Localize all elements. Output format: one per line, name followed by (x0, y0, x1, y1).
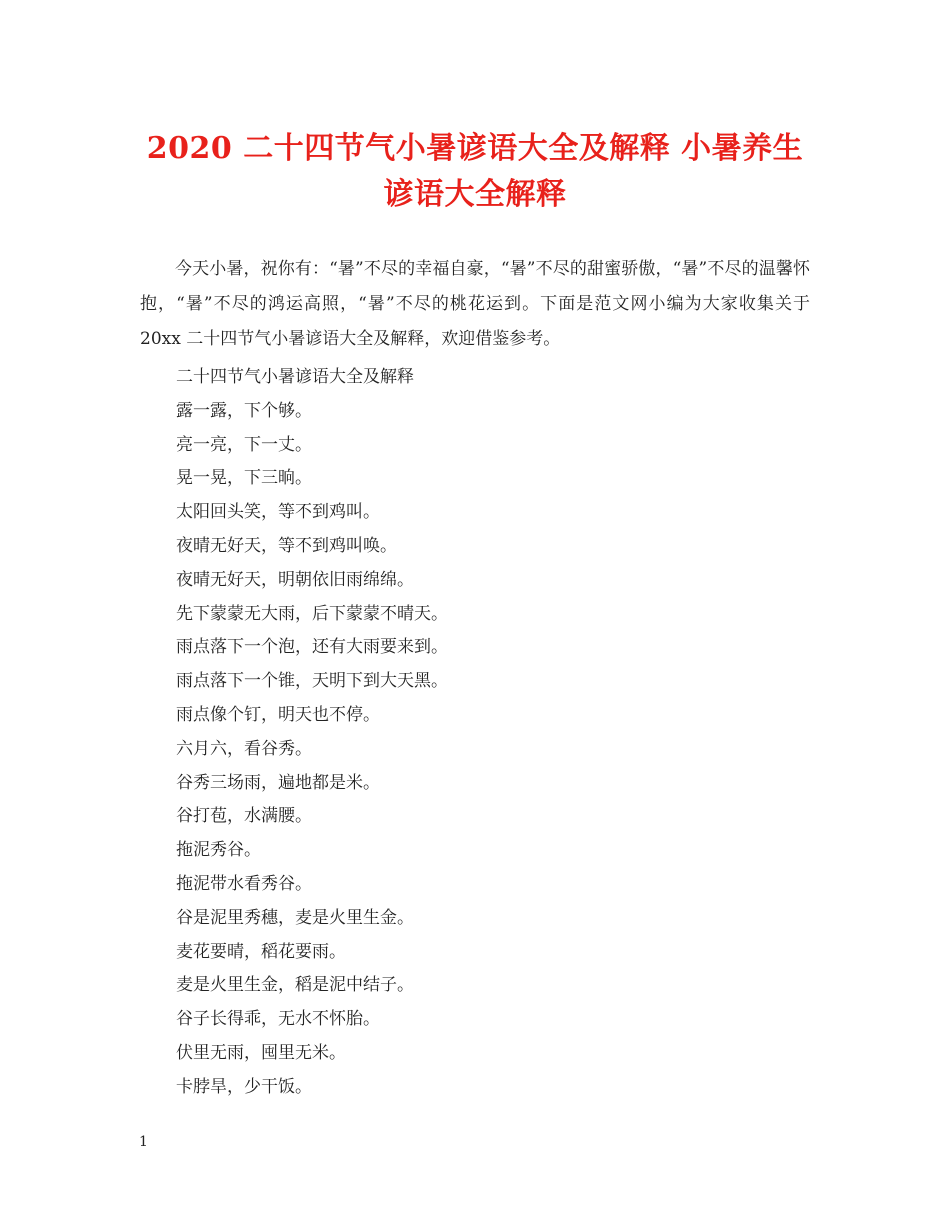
proverb-line: 拖泥秀谷。 (176, 840, 261, 861)
proverb-line: 伏里无雨，囤里无米。 (176, 1042, 346, 1063)
proverb-line: 卡脖旱，少干饭。 (176, 1076, 312, 1097)
section-heading: 二十四节气小暑谚语大全及解释 (176, 367, 414, 387)
proverb-line: 先下蒙蒙无大雨，后下蒙蒙不晴天。 (176, 603, 448, 624)
proverb-line: 麦是火里生金，稻是泥中结子。 (176, 975, 414, 996)
proverb-line: 谷打苞，水满腰。 (176, 806, 312, 827)
proverb-list (176, 361, 448, 1105)
proverb-line: 谷秀三场雨，遍地都是米。 (176, 772, 380, 793)
proverb-line: 夜晴无好天，等不到鸡叫唤。 (176, 535, 397, 556)
proverb-line: 夜晴无好天，明朝依旧雨绵绵。 (176, 569, 414, 590)
proverb-line: 雨点落下一个锥，天明下到大天黑。 (176, 671, 448, 692)
proverb-line: 露一露，下个够。 (176, 400, 312, 421)
proverb-line: 拖泥带水看秀谷。 (176, 873, 312, 894)
page-number: 1 (139, 1134, 148, 1150)
document-title: 2020 二十四节气小暑谚语大全及解释 小暑养生谚语大全解释 (146, 131, 804, 212)
proverb-line: 麦花要晴，稻花要雨。 (176, 941, 346, 962)
proverb-line: 晃一晃，下三晌。 (176, 468, 312, 489)
proverb-line: 太阳回头笑，等不到鸡叫。 (176, 502, 380, 523)
intro-paragraph: 今天小暑，祝你有：“暑”不尽的幸福自豪，“暑”不尽的甜蜜骄傲，“暑”不尽的温馨怀抱，“暑”不尽的鸿运高照，“暑”不尽的桃花运到。下面是范文网小编为大家收集关于 20xx 二十四节气小暑谚语大全及解释，欢迎借鉴参考。 (140, 259, 810, 349)
proverb-line: 六月六，看谷秀。 (176, 738, 312, 759)
proverb-line: 谷子长得乖，无水不怀胎。 (176, 1009, 380, 1030)
proverb-line: 雨点像个钉，明天也不停。 (176, 704, 380, 725)
proverb-line: 谷是泥里秀穗，麦是火里生金。 (176, 907, 414, 928)
proverb-line: 亮一亮，下一丈。 (176, 434, 312, 455)
proverb-line: 雨点落下一个泡，还有大雨要来到。 (176, 637, 448, 658)
